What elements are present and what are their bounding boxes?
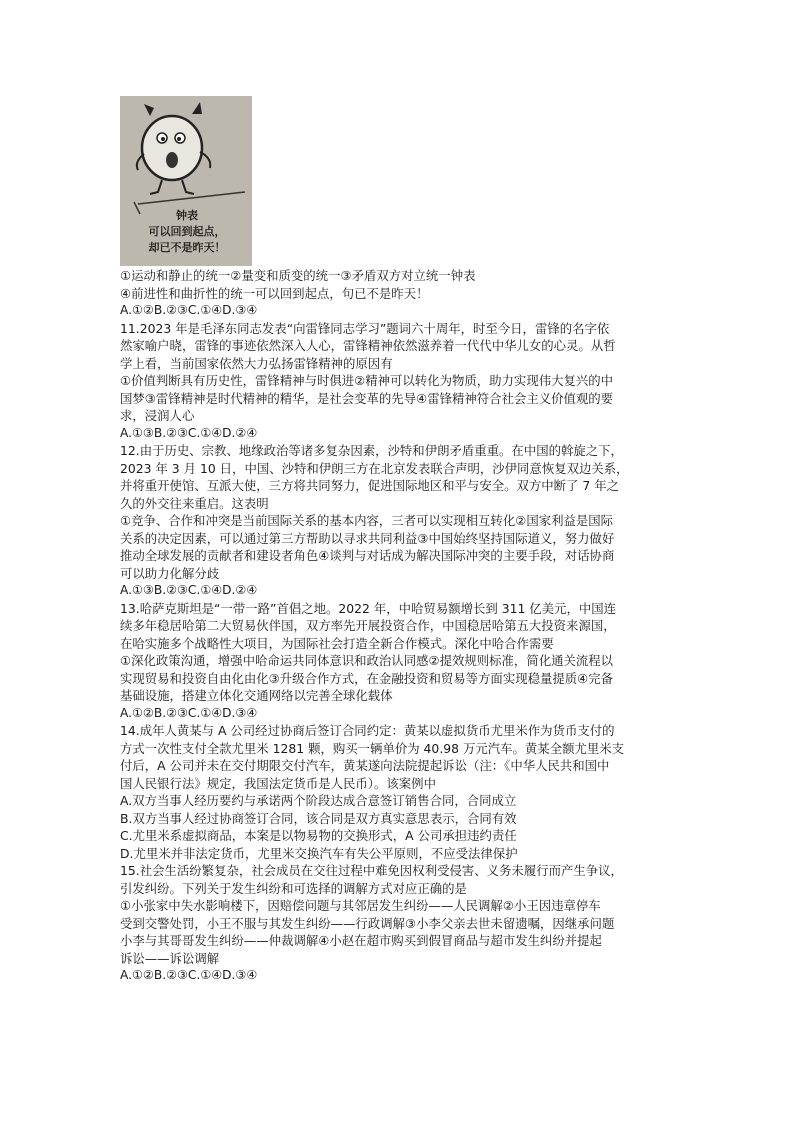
question-text-line: 付后，A 公司并未在交付期限交付汽车，黄某遂向法院提起诉讼（注：《中华人民共和国中 <box>120 758 610 773</box>
question-13 <box>120 600 690 723</box>
question-11 <box>120 320 690 443</box>
document-page <box>120 96 690 985</box>
question-text-line: 可以助力化解分歧 <box>120 565 220 581</box>
question-text-line: 学上看，当前国家依然大力弘扬雷锋精神的原因有 <box>120 355 393 371</box>
question-text-line: 引发纠纷。下列关于发生纠纷和可选择的调解方式对应正确的是 <box>120 880 467 896</box>
clock-face-shape <box>142 116 202 180</box>
question-12 <box>120 442 690 600</box>
question-text-line: ①价值判断具有历史性，雷锋精神与时俱进②精神可以转化为物质，助力实现伟大复兴的中 <box>120 373 614 388</box>
question-text-line: 方式一次性支付全款尤里米 1281 颗，购买一辆单价为 40.98 万元汽车。黄某全额尤里米支 <box>120 740 625 756</box>
left-bell-shape <box>144 104 154 116</box>
answer-option-a: A.双方当事人经历要约与承诺两个阶段达成合意签订销售合同，合同成立 <box>120 793 517 808</box>
answer-option-c: C.尤里米系虚拟商品，本案是以物易物的交换形式，A 公司承担违约责任 <box>120 828 517 843</box>
question-text-line: 受到交警处罚，小王不服与其发生纠纷——行政调解③小李父亲去世未留遗嘱，因继承问题 <box>120 915 615 931</box>
question-14 <box>120 722 690 862</box>
question-text-line: 久的外交往来重启。这表明 <box>120 495 269 511</box>
clock-cartoon-image <box>120 96 252 266</box>
question-text-line: 国人民银行法》规定，我国法定货币是人民币）。该案例中 <box>120 775 436 791</box>
question-text-line: 续多年稳居哈第二大贸易伙伴国，双方率先开展投资合作，中国稳居哈第五大投资来源国， <box>120 618 616 633</box>
cartoon-caption-line-3: 却已不是昨天！ <box>148 241 226 254</box>
question-text-line: 推动全球发展的贡献者和建设者角色④谈判与对话成为解决国际冲突的主要手段，对话协商 <box>120 548 615 563</box>
question-text-line: 小李与其哥哥发生纠纷——仲裁调解④小赵在超市购买到假冒商品与超市发生纠纷并提起 <box>120 933 602 948</box>
cartoon-caption-line-2: 可以回到起点， <box>148 225 226 238</box>
question-text-line: 国梦③雷锋精神是时代精神的精华，是社会变革的先导④雷锋精神符合社会主义价值观的要 <box>120 390 614 406</box>
question-text-line: 求，浸润人心 <box>120 408 195 423</box>
question-text-line: 然家喻户晓，雷锋的事迹依然深入人心，雷锋精神依然滋养着一代代中华儿女的心灵。从哲 <box>120 338 616 353</box>
question-10 <box>120 267 690 320</box>
answer-option-b: B.双方当事人经过协商签订合同，该合同是双方真实意思表示，合同有效 <box>120 810 517 826</box>
question-text-line: ①运动和静止的统一②量变和质变的统一③矛盾双方对立统一钟表 <box>120 268 476 283</box>
question-text-line: 在哈实施多个战略性大项目，为国际社会打造全新合作模式。深化中哈合作需要 <box>120 635 554 651</box>
question-text-line: 13.哈萨克斯坦是“一带一路”首倡之地。2022 年，中哈贸易额增长到 311 亿美元，中国连 <box>120 600 617 616</box>
question-text-line: 2023 年 3 月 10 日，中国、沙特和伊朗三方在北京发表联合声明，沙伊同意恢复双边关系， <box>120 460 629 476</box>
question-text-line: ①竞争、合作和冲突是当前国际关系的基本内容，三者可以实现相互转化②国家利益是国际 <box>120 513 614 528</box>
question-text-line: 关系的决定因素，可以通过第三方帮助以寻求共同利益③中国始终坚持国际道义，努力做好 <box>120 530 615 546</box>
question-text-line: ④前进性和曲折性的统一可以回到起点，句已不是昨天！ <box>120 285 429 301</box>
answer-options: A.①②B.②③C.①④D.③④ <box>120 705 258 720</box>
question-15 <box>120 862 690 985</box>
question-text-line: 并将重开使馆、互派大使，三方将共同努力，促进国际地区和平与安全。双方中断了 7 年之 <box>120 478 619 493</box>
answer-options: A.①②B.②③C.①④D.③④ <box>120 303 258 317</box>
question-text-line: ①深化政策沟通，增强中哈命运共同体意识和政治认同感②提效规则标准，简化通关流程以 <box>120 653 614 668</box>
question-text-line: 11.2023 年是毛泽东同志发表“向雷锋同志学习”题词六十周年，时至今日，雷锋的名字依 <box>120 320 610 336</box>
answer-options: A.①②B.②③C.①④D.③④ <box>120 968 258 982</box>
answer-options: A.①③B.②③C.①④D.②④ <box>120 583 258 597</box>
question-text-line: 15.社会生活纷繁复杂，社会成员在交往过程中难免因权利受侵害、义务未履行而产生争议， <box>120 863 623 878</box>
question-text-line: 实现贸易和投资自由化由化③升级合作方式，在金融投资和贸易等方面实现稳量提质④完备 <box>120 670 614 686</box>
question-text-line: ①小张家中失水影响楼下，因赔偿问题与其邻居发生纠纷——人民调解②小王因违章停车 <box>120 898 601 913</box>
question-text-line: 14.成年人黄某与 A 公司经过协商后签订合同约定：黄某以虚拟货币尤里米作为货币支付的 <box>120 723 615 738</box>
cartoon-caption <box>126 208 248 256</box>
cartoon-caption-line-1: 钟表 <box>176 209 198 222</box>
right-bell-shape <box>192 102 202 114</box>
question-text-line: 12.由于历史、宗教、地缘政治等诸多复杂因素，沙特和伊朗矛盾重重。在中国的斡旋之下， <box>120 443 623 458</box>
answer-option-d: D.尤里米并非法定货币，尤里米交换汽车有失公平原则，不应受法律保护 <box>120 845 518 861</box>
answer-options: A.①③B.②③C.①④D.②④ <box>120 425 258 440</box>
question-text-line: 诉讼——诉讼调解 <box>120 950 220 966</box>
question-text-line: 基础设施，搭建立体化交通网络以完善全球化载体 <box>120 688 393 703</box>
